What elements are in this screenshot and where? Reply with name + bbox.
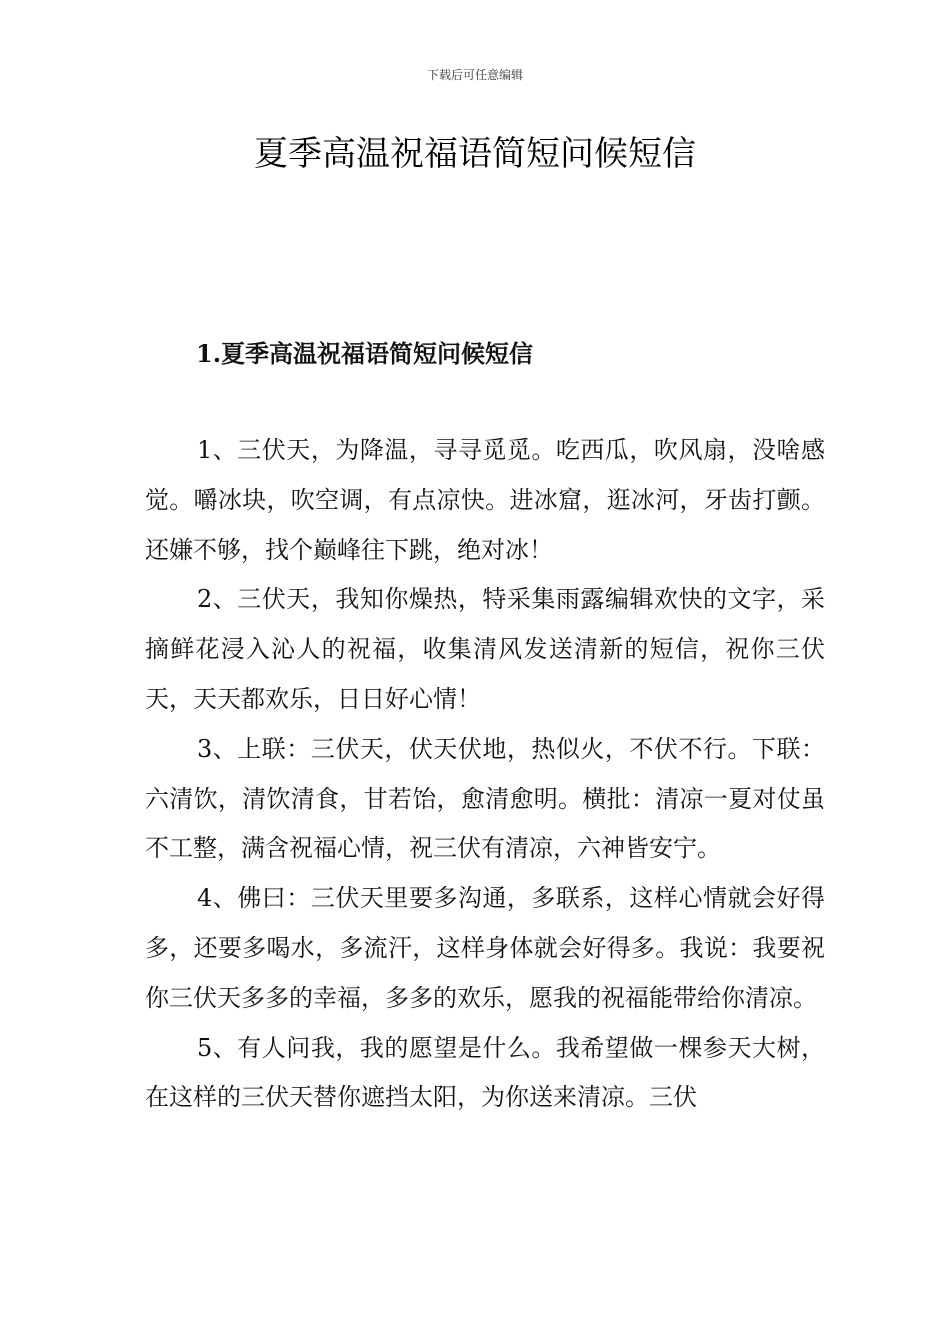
paragraph-2: 2、三伏天，我知你燥热，特采集雨露编辑欢快的文字，采摘鲜花浸入沁人的祝福，收集清风发送清新的短信，祝你三伏天，天天都欢乐，日日好心情！ [145,585,825,713]
paragraph-1: 1、三伏天，为降温，寻寻觅觅。吃西瓜，吹风扇，没啥感觉。嚼冰块，吹空调，有点凉快。进冰窟，逛冰河，牙齿打颤。还嫌不够，找个巅峰往下跳，绝对冰！ [145,436,825,564]
body-text [145,426,825,1123]
header-note: 下载后可任意编辑 [426,68,523,82]
paragraph-5: 5、有人问我，我的愿望是什么。我希望做一棵参天大树，在这样的三伏天替你遮挡太阳，为你送来清凉。三伏 [145,1033,825,1112]
paragraph-4: 4、佛曰：三伏天里要多沟通，多联系，这样心情就会好得多，还要多喝水，多流汗，这样身体就会好得多。我说：我要祝你三伏天多多的幸福，多多的欢乐，愿我的祝福能带给你清凉。 [145,884,825,1012]
paragraph-3: 3、上联：三伏天，伏天伏地，热似火，不伏不行。下联：六清饮，清饮清食，甘若饴，愈清愈明。横批：清凉一夏对仗虽不工整，满含祝福心情，祝三伏有清凉，六神皆安宁。 [145,734,825,863]
section-heading: 1.夏季高温祝福语简短问候短信 [196,339,534,368]
document-title: 夏季高温祝福语简短问候短信 [254,134,696,174]
